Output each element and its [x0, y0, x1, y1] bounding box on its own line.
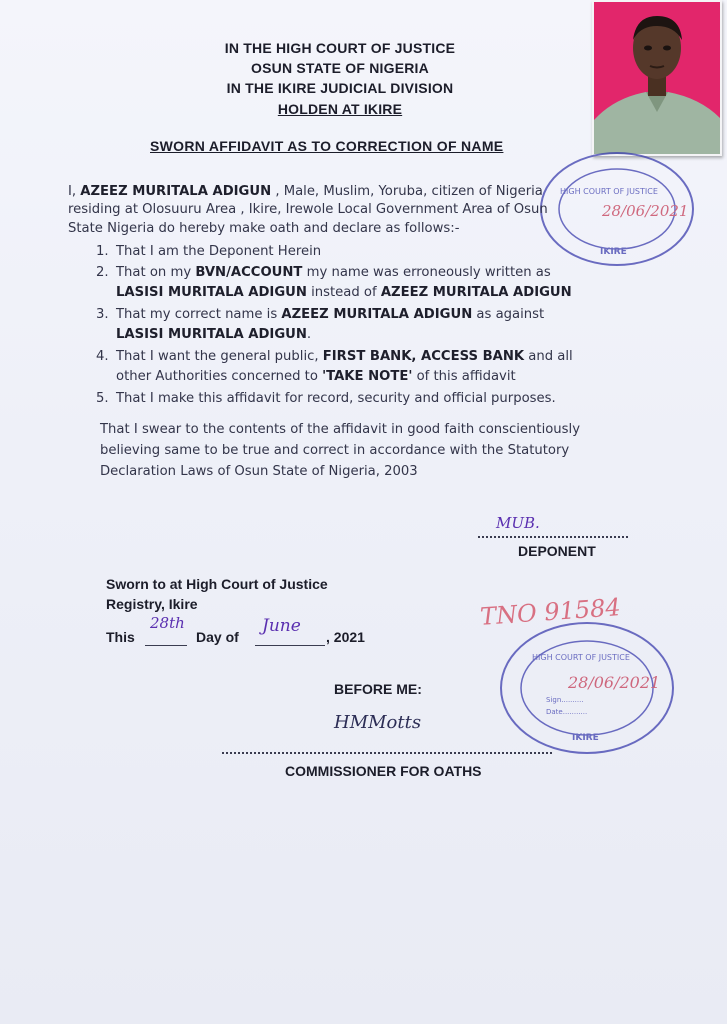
sworn-month-value: June — [262, 616, 301, 636]
sworn-line-2: Registry, Ikire — [106, 596, 198, 612]
deponent-label: DEPONENT — [518, 543, 596, 559]
oath-line-3: Declaration Laws of Osun State of Nigeria, 2003 — [100, 464, 418, 479]
list-item-4: 4. That I want the general public, FIRST BANK, ACCESS BANK and all — [96, 349, 573, 364]
intro-line-3: State Nigeria do hereby make oath and declare as follows:- — [68, 221, 460, 236]
court-stamp-bottom — [500, 622, 674, 754]
commissioner-signature-line — [222, 752, 552, 754]
sworn-year: , 2021 — [326, 629, 365, 645]
before-me-label: BEFORE ME: — [334, 681, 422, 697]
intro-line-2: residing at Olosuuru Area , Ikire, Irewole Local Government Area of Osun — [68, 202, 548, 217]
oath-line-1: That I swear to the contents of the affidavit in good faith conscientiously — [100, 422, 580, 437]
receipt-number: TNO 91584 — [479, 593, 622, 631]
sworn-day-of: Day of — [196, 629, 239, 645]
stamp-bottom-ring: HIGH COURT OF JUSTICE — [532, 653, 630, 662]
court-heading-4: HOLDEN AT IKIRE — [277, 101, 403, 117]
deponent-signature-line — [478, 536, 628, 538]
sworn-month-line — [255, 645, 325, 646]
affidavit-title: SWORN AFFIDAVIT AS TO CORRECTION OF NAME — [150, 138, 504, 154]
stamp-top-ring: HIGH COURT OF JUSTICE — [560, 187, 658, 196]
deponent-signature: MUB. — [496, 514, 540, 532]
commissioner-signature: HMMotts — [334, 712, 422, 733]
list-item-2: 2. That on my BVN/ACCOUNT my name was erroneously written as — [96, 265, 551, 280]
list-item-3-cont: LASISI MURITALA ADIGUN. — [116, 327, 312, 342]
court-heading-1: IN THE HIGH COURT OF JUSTICE — [224, 40, 456, 56]
passport-photo — [592, 0, 722, 156]
court-heading-3: IN THE IKIRE JUDICIAL DIVISION — [226, 80, 454, 96]
stamp-bottom-bottom: IKIRE — [572, 733, 599, 743]
list-item-4-cont: other Authorities concerned to 'TAKE NOTE' of this affidavit — [116, 369, 516, 384]
sworn-line-1: Sworn to at High Court of Justice — [106, 576, 328, 592]
intro-line-1: I, AZEEZ MURITALA ADIGUN , Male, Muslim, Yoruba, citizen of Nigeria — [68, 184, 543, 199]
list-item-5: 5. That I make this affidavit for record, security and official purposes. — [96, 391, 556, 406]
deponent-name: AZEEZ MURITALA ADIGUN — [80, 184, 272, 199]
stamp-top-date: 28/06/2021 — [602, 202, 689, 220]
stamp-bottom-date-label: Date........... — [546, 708, 588, 716]
stamp-top-bottom: IKIRE — [600, 247, 627, 257]
stamp-bottom-date: 28/06/2021 — [568, 673, 661, 692]
oath-line-2: believing same to be true and correct in accordance with the Statutory — [100, 443, 570, 458]
list-item-1: 1. That I am the Deponent Herein — [96, 244, 322, 259]
sworn-day-line — [145, 645, 187, 646]
list-item-2-cont: LASISI MURITALA ADIGUN instead of AZEEZ MURITALA ADIGUN — [116, 285, 572, 300]
list-item-3: 3. That my correct name is AZEEZ MURITALA ADIGUN as against — [96, 307, 545, 322]
commissioner-label: COMMISSIONER FOR OATHS — [285, 763, 482, 779]
stamp-bottom-sign: Sign.......... — [546, 696, 584, 704]
court-heading-2: OSUN STATE OF NIGERIA — [251, 60, 429, 76]
sworn-this: This — [106, 629, 135, 645]
sworn-day-value: 28th — [150, 614, 185, 632]
